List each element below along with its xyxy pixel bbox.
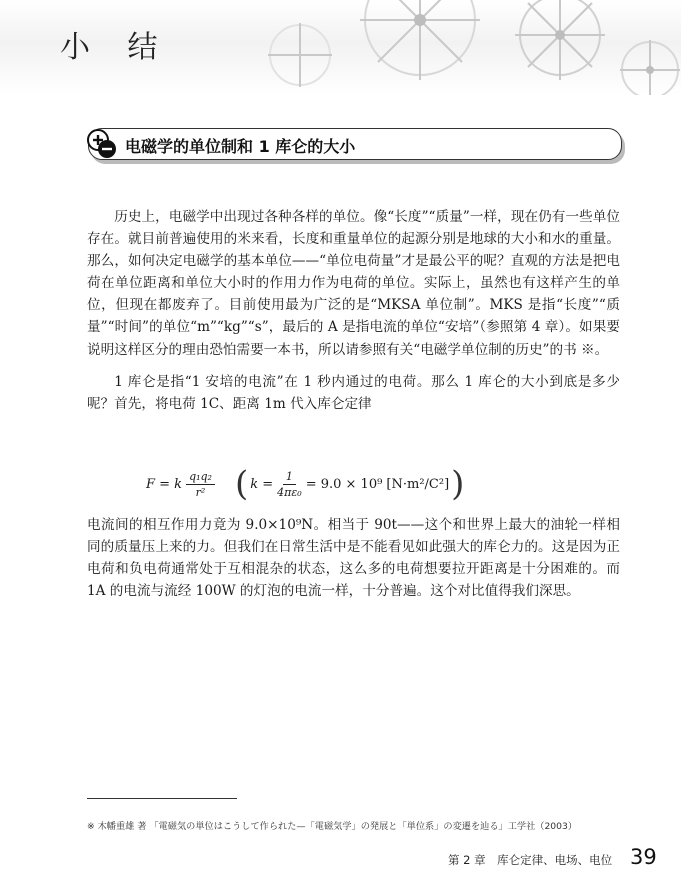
header-band bbox=[0, 0, 681, 95]
formula-k-denominator: 4πε₀ bbox=[277, 485, 302, 499]
paragraph-units-history: 历史上，电磁学中出现过各种各样的单位。像“长度”“质量”一样，现在仍有一些单位存在。就目前普遍使用的米来看，长度和重量单位的起源分别是地球的大小和水的重量。那么，如何决定电磁学的基本单位——“单位电荷量”才是最公平的呢？直观的方法是把电荷在单位距离和单位大小时的作用力作为电荷的单位。实际上，虽然也有这样产生的单位，但现在都废弃了。目前使用最为广泛的是“MKSA 单位制”。MKS 是指“长度”“质量”“时间”的单位“m”“kg”“s”，最后的 A 是指电流的单位“安培”（参照第 4 章）。如果要说明这样区分的理由恐怕需要一本书，所以请参照有关“电磁学单位制的历史”的书 ※。 bbox=[87, 209, 620, 358]
section-title: 小 结 bbox=[60, 30, 172, 65]
paragraph-force-comparison: 电流间的相互作用力竟为 9.0×10⁹N。相当于 90t——这个和世界上最大的油轮一样相同的质量压上来的力。但我们在日常生活中是不能看见如此强大的库仑力的。这是因为正电荷和负电荷通常处于互相混杂的状态，这么多的电荷想要拉开距离是十分困难的。而 1A 的电流与流经 100W 的灯泡的电流一样，十分普遍。这个对比值得我们深思。 bbox=[87, 517, 620, 600]
page-number: 39 bbox=[630, 845, 657, 869]
footnote-divider bbox=[87, 798, 237, 799]
chapter-footer: 第 2 章 库仑定律、电场、电位 bbox=[448, 853, 613, 867]
footnote-reference: ※ 木幡重雄 著 「電磁気の単位はこうして作られた—「電磁気学」の発展と「単位系」の変遷を辿る」工学社（2003） bbox=[87, 821, 578, 832]
formula-lhs: F = k bbox=[146, 476, 183, 492]
coulomb-law-formula bbox=[146, 464, 466, 504]
topic-heading-box bbox=[88, 128, 622, 160]
left-paren: ( bbox=[234, 464, 249, 504]
formula-rhs: = 9.0 × 10⁹ [N·m²/C²] bbox=[305, 476, 450, 492]
formula-fraction-permittivity bbox=[277, 469, 302, 500]
formula-fraction-charges bbox=[186, 469, 215, 500]
formula-numerator: q₁q₂ bbox=[186, 469, 215, 485]
formula-k-label: k = bbox=[250, 476, 274, 492]
topic-title: 电磁学的单位制和 1 库仑的大小 bbox=[125, 137, 356, 156]
plus-minus-charge-icon bbox=[85, 127, 119, 161]
paragraph-coulomb-definition: 1 库仑是指“1 安培的电流”在 1 秒内通过的电荷。那么 1 库仑的大小到底是多少呢？首先，将电荷 1C、距离 1m 代入库仑定律 bbox=[87, 374, 620, 413]
formula-k-numerator: 1 bbox=[283, 469, 296, 485]
right-paren: ) bbox=[451, 464, 465, 504]
formula-denominator: r² bbox=[195, 485, 206, 499]
